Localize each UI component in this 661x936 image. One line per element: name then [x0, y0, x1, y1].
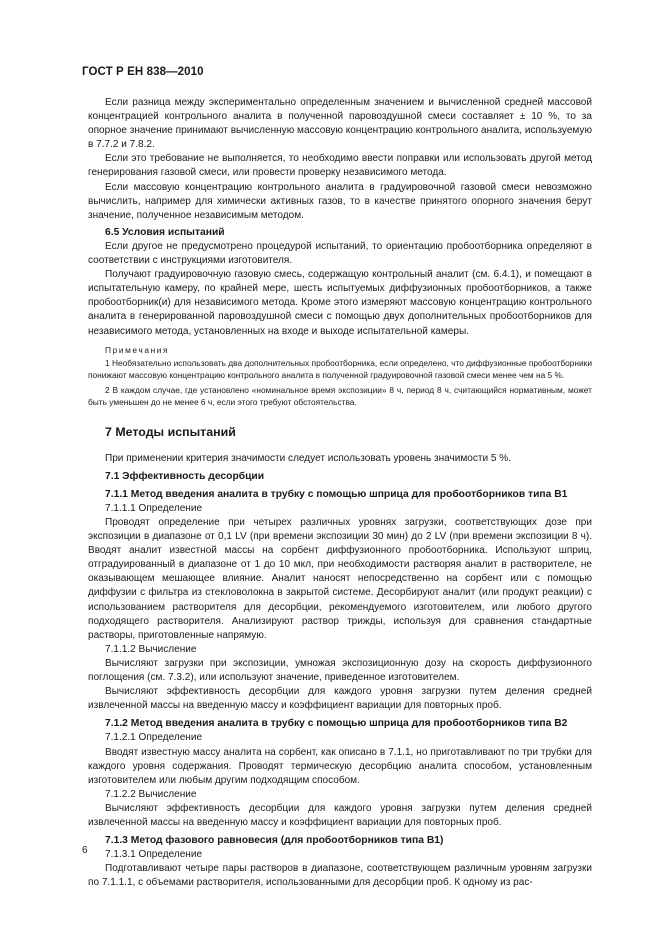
- section-heading: 7.1 Эффективность десорбции: [105, 470, 265, 482]
- paragraph: Получают градуировочную газовую смесь, содержащую контрольный аналит (см. 6.4.1), и помещают в испытательную камеру, по крайней мере, шесть испытуемых диффузионных пробоотборников, а также пробоотборник(и) для независимого метода. Кроме этого измеряют массовую концентрацию контрольного аналита в генерированной паровоздушной смеси с помощью двух дополнительных пробоотборников для независимого метода, установленных на входе и выходе испытательной камеры.: [88, 269, 592, 337]
- document-header: ГОСТ Р ЕН 838—2010: [82, 66, 204, 78]
- paragraph: Если массовую концентрацию контрольного аналита в градуировочной газовой смеси невозможно вычислить, например для химически активных газов, то в качестве принятого опорного значения берут значение, полученное независимым методом.: [88, 181, 592, 221]
- paragraph: Проводят определение при четырех различных уровнях загрузки, соответствующих дозе при экспозиции в диапазоне от 0,1 LV (при времени экспозиции 30 мин) до 2 LV (при времени экспозиции 8 ч). Вводят аналит известной массы на сорбент диффузионного пробоотборника. Используют шприц, отградуированный в диапазоне от 1 до 10 мкл, при необходимости растворяя аналит в растворителе, не оказывающем мешающее влияние. Аналит наносят непосредственно на сорбент или с помощью диффузии с фильтра из стекловолокна в закрытой системе. Десорбируют аналит (или продукт реакции) с использованием растворителя для десорбции, рекомендуемого изготовителем, или любого другого подходящего растворителя. Анализируют раствор трижды, используя для сравнения стандартные растворы, приготовленные напрямую.: [88, 517, 592, 641]
- section-heading: 7.1.3 Метод фазового равновесия (для пробоотборников типа В1): [105, 835, 444, 847]
- paragraph: Если разница между экспериментально определенным значением и вычисленной средней массовой концентрацией контрольного аналита в полученной паровоздушной смеси составляет ± 10 %, то за опорное значение принимают вычисленную массовую концентрацию контрольного аналита, используемую в 7.7.2 и 7.8.2.: [88, 97, 592, 151]
- section-heading: 7.1.1 Метод введения аналита в трубку с помощью шприца для пробоотборников типа В1: [105, 488, 568, 500]
- note-item: 2 В каждом случае, где установлено «номинальное время экспозиции» 8 ч, период 8 ч, считающийся нормативным, может быть уменьшен до не менее 6 ч, если этого требуют обстоятельства.: [88, 384, 592, 408]
- note-item: 1 Необязательно использовать два дополнительных пробоотборника, если определено, что диффузионные пробоотборники понижают массовую концентрацию контрольного аналита в полученной градуировочной газовой смеси менее чем на 5 %.: [88, 358, 592, 381]
- section-heading: 7.1.2 Метод введения аналита в трубку с помощью шприца для пробоотборников типа В2: [105, 718, 568, 730]
- notes-title: Примечания: [105, 344, 170, 355]
- document-body: [88, 96, 592, 890]
- subsection-number: 7.1.3.1 Определение: [105, 849, 203, 861]
- notes-block: [88, 344, 592, 409]
- subsection-number: 7.1.1.2 Вычисление: [105, 643, 197, 655]
- paragraph: Если это требование не выполняется, то необходимо ввести поправки или использовать другой метод генерирования газовой смеси, или провести проверку независимого метода.: [88, 153, 592, 179]
- paragraph: Вычисляют эффективность десорбции для каждого уровня загрузки путем деления средней извлеченной массы на введенную массу и коэффициент вариации для повторных проб.: [88, 802, 592, 828]
- paragraph: Если другое не предусмотрено процедурой испытаний, то ориентацию пробоотборника определяют в соответствии с инструкциями изготовителя.: [88, 240, 592, 267]
- subsection-number: 7.1.2.2 Вычисление: [105, 788, 197, 800]
- subsection-number: 7.1.1.1 Определение: [105, 502, 203, 514]
- paragraph: Вычисляют загрузки при экспозиции, умножая экспозиционную дозу на скорость диффузионного поглощения (см. 7.3.2), или используют значение, приведенное изготовителем.: [88, 657, 592, 684]
- paragraph: Вводят известную массу аналита на сорбент, как описано в 7.1.1, но приготавливают по три трубки для каждого уровня содержания. Проводят термическую десорбцию аналита способом, установленным изготовителем или любым другим подходящим способом.: [88, 746, 592, 786]
- chapter-heading: 7 Методы испытаний: [105, 424, 236, 439]
- section-heading: 6.5 Условия испытаний: [105, 226, 225, 238]
- subsection-number: 7.1.2.1 Определение: [105, 732, 203, 744]
- paragraph: При применении критерия значимости следует использовать уровень значимости 5 %.: [105, 452, 512, 464]
- paragraph: Вычисляют эффективность десорбции для каждого уровня загрузки путем деления средней извлеченной массы на введенную массу и коэффициент вариации для повторных проб.: [88, 686, 592, 712]
- page-number: 6: [82, 845, 88, 856]
- paragraph: Подготавливают четыре пары растворов в диапазоне, соответствующем различным уровням загрузки по 7.1.1.1, с объемами растворителя, использованными для десорбции проб. К одному из рас-: [88, 863, 592, 889]
